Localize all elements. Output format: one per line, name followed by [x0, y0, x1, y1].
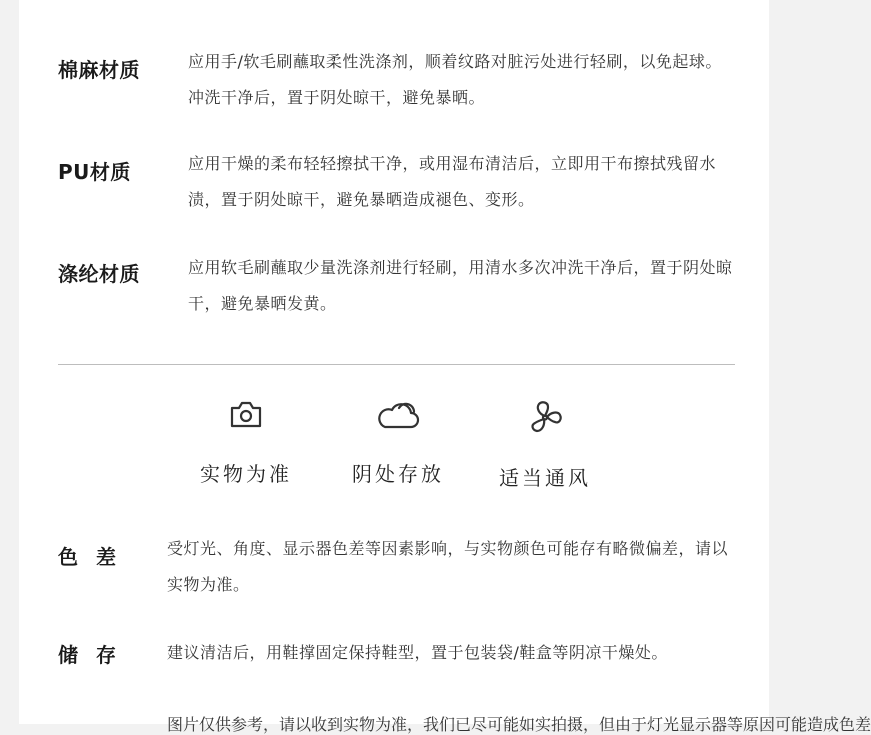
care-item-shade-storage: [333, 400, 463, 487]
material-label: PU材质: [58, 160, 131, 184]
care-item-ventilation: [480, 400, 610, 491]
note-label: 储存: [58, 643, 134, 667]
material-label: 棉麻材质: [58, 58, 140, 82]
material-description: 应用干燥的柔布轻轻擦拭干净，或用湿布清洁后，立即用干布擦拭残留水渍，置于阴处晾干，避免暴晒造成褪色、变形。: [188, 154, 717, 209]
fan-icon: [527, 400, 563, 434]
camera-icon: [228, 400, 264, 430]
material-description: 应用手/软毛刷蘸取柔性洗涤剂，顺着纹路对脏污处进行轻刷，以免起球。冲洗干净后，置于阴处晾干，避免暴晒。: [188, 52, 722, 107]
note-description: 建议清洁后，用鞋撑固定保持鞋型，置于包装袋/鞋盒等阴凉干燥处。: [167, 643, 668, 662]
care-label: 实物为准: [200, 462, 292, 486]
cut-off-note-text: 图片仅供参考，请以收到实物为准，我们已尽可能如实拍摄，但由于灯光显示器等原因可能造成色差: [167, 715, 871, 734]
product-care-panel: [19, 0, 871, 734]
note-description: 受灯光、角度、显示器色差等因素影响，与实物颜色可能存有略微偏差，请以实物为准。: [167, 539, 729, 594]
care-label: 阴处存放: [352, 462, 444, 486]
section-divider: [58, 364, 735, 365]
care-label: 适当通风: [499, 466, 591, 490]
material-label: 涤纶材质: [58, 262, 140, 286]
cloud-icon: [375, 400, 421, 430]
material-description: 应用软毛刷蘸取少量洗涤剂进行轻刷，用清水多次冲洗干净后，置于阴处晾干，避免暴晒发黄。: [188, 258, 733, 313]
care-item-actual-product: [181, 400, 311, 487]
note-label: 色差: [58, 545, 134, 569]
